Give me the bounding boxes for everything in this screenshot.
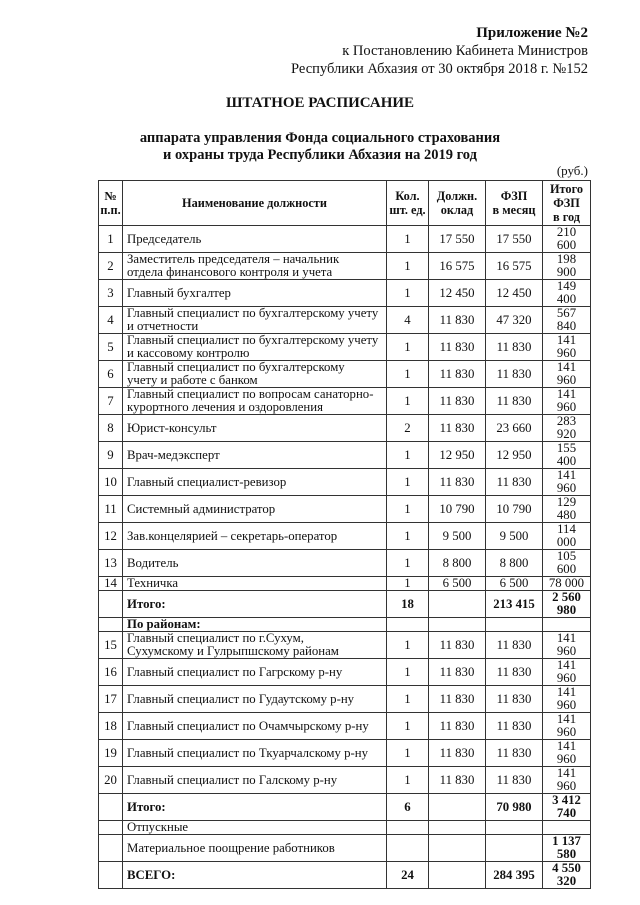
fzp-month-cell: 11 830 [486,632,543,659]
fzp-year-cell: 141 960 [543,388,591,415]
salary-cell: 11 830 [429,713,486,740]
row-number [99,591,123,618]
empty-cell [429,618,486,632]
fzp-year-cell: 129 480 [543,496,591,523]
position-name: Врач-медэксперт [123,442,387,469]
salary-cell: 8 800 [429,550,486,577]
qty-cell: 1 [387,334,429,361]
fzp-year-cell: 155 400 [543,442,591,469]
row-number [99,618,123,632]
fzp-year-cell: 141 960 [543,740,591,767]
salary-cell: 11 830 [429,361,486,388]
table-row [99,442,591,469]
table-row [99,388,591,415]
appendix-line-2: Республики Абхазия от 30 октября 2018 г. №152 [291,61,588,77]
table-row [99,496,591,523]
table-row [99,361,591,388]
row-number: 1 [99,226,123,253]
row-number: 12 [99,523,123,550]
fzp-month-cell: 11 830 [486,740,543,767]
appendix-line-1: к Постановлению Кабинета Министров [342,43,588,59]
header-salary: Должн. оклад [429,181,486,226]
summary-label: Отпускные [123,821,387,835]
row-number: 7 [99,388,123,415]
fzp-year-cell: 105 600 [543,550,591,577]
position-name: Зав.концелярией – секретарь-оператор [123,523,387,550]
fzp-year-cell: 149 400 [543,280,591,307]
row-number: 2 [99,253,123,280]
fzp-month-cell: 70 980 [486,794,543,821]
salary-cell: 11 830 [429,307,486,334]
position-name: Главный специалист-ревизор [123,469,387,496]
subtotal-row [99,591,591,618]
table-row [99,415,591,442]
qty-cell: 1 [387,442,429,469]
qty-cell: 1 [387,388,429,415]
header-no: № п.п. [99,181,123,226]
table-row [99,767,591,794]
salary-cell: 11 830 [429,334,486,361]
fzp-year-cell: 141 960 [543,713,591,740]
table-row [99,686,591,713]
fzp-month-cell: 11 830 [486,713,543,740]
header-fzp-month: ФЗП в месяц [486,181,543,226]
fzp-month-cell: 11 830 [486,334,543,361]
salary-cell: 9 500 [429,523,486,550]
row-number: 4 [99,307,123,334]
row-number: 18 [99,713,123,740]
fzp-year-cell: 2 560 980 [543,591,591,618]
subtitle-line-2: и охраны труда Республики Абхазия на 2019 год [163,147,477,163]
fzp-month-cell: 284 395 [486,862,543,889]
fzp-month-cell: 6 500 [486,577,543,591]
row-number: 14 [99,577,123,591]
position-name: Главный специалист по вопросам санаторно- курортного лечения и оздоровления [123,388,387,415]
qty-cell: 1 [387,226,429,253]
empty-cell [543,618,591,632]
fzp-month-cell: 11 830 [486,659,543,686]
salary-cell [429,835,486,862]
empty-cell [387,618,429,632]
fzp-year-cell: 141 960 [543,767,591,794]
grand-total-row [99,862,591,889]
fzp-year-cell: 4 550 320 [543,862,591,889]
qty-cell [387,835,429,862]
qty-cell: 1 [387,253,429,280]
fzp-month-cell: 11 830 [486,361,543,388]
fzp-month-cell: 11 830 [486,388,543,415]
fzp-month-cell: 213 415 [486,591,543,618]
row-number: 16 [99,659,123,686]
position-name: Председатель [123,226,387,253]
table-row [99,280,591,307]
row-number: 5 [99,334,123,361]
position-name: Системный администратор [123,496,387,523]
qty-cell: 1 [387,767,429,794]
salary-cell: 11 830 [429,740,486,767]
salary-cell: 10 790 [429,496,486,523]
fzp-month-cell: 23 660 [486,415,543,442]
row-number: 11 [99,496,123,523]
appendix-header [291,24,588,78]
document-subtitle [0,130,640,164]
salary-cell: 12 950 [429,442,486,469]
fzp-year-cell: 3 412 740 [543,794,591,821]
qty-cell: 1 [387,686,429,713]
fzp-month-cell: 47 320 [486,307,543,334]
qty-cell: 1 [387,740,429,767]
document-title: ШТАТНОЕ РАСПИСАНИЕ [225,95,415,111]
qty-cell: 1 [387,469,429,496]
salary-cell: 11 830 [429,632,486,659]
table-row [99,632,591,659]
qty-cell: 2 [387,415,429,442]
salary-cell: 11 830 [429,659,486,686]
salary-cell [429,862,486,889]
row-number [99,821,123,835]
fzp-month-cell: 12 450 [486,280,543,307]
row-number: 20 [99,767,123,794]
table-row [99,253,591,280]
position-name: Главный специалист по Ткуарчалскому р-ну [123,740,387,767]
table-header-row [99,181,591,226]
fzp-year-cell: 1 137 580 [543,835,591,862]
qty-cell: 1 [387,632,429,659]
qty-cell: 1 [387,280,429,307]
position-name: Заместитель председателя – начальник отдела финансового контроля и учета [123,253,387,280]
qty-cell: 1 [387,577,429,591]
fzp-year-cell: 141 960 [543,469,591,496]
salary-cell [429,591,486,618]
summary-label: Итого: [123,794,387,821]
staff-schedule-table [98,180,591,889]
row-number: 10 [99,469,123,496]
fzp-year-cell: 567 840 [543,307,591,334]
table-row [99,334,591,361]
fzp-month-cell: 11 830 [486,686,543,713]
position-name: Главный специалист по Галскому р-ну [123,767,387,794]
row-number [99,862,123,889]
table-row [99,713,591,740]
position-name: Главный специалист по Очамчырскому р-ну [123,713,387,740]
salary-cell: 11 830 [429,415,486,442]
position-name: Техничка [123,577,387,591]
table-row [99,577,591,591]
fzp-year-cell: 78 000 [543,577,591,591]
section-row-districts [99,618,591,632]
header-fzp-year: Итого ФЗП в год [543,181,591,226]
fzp-year-cell: 141 960 [543,659,591,686]
salary-cell: 11 830 [429,388,486,415]
qty-cell: 4 [387,307,429,334]
fzp-month-cell: 11 830 [486,469,543,496]
position-name: Водитель [123,550,387,577]
vacation-row [99,821,591,835]
fzp-year-cell: 141 960 [543,686,591,713]
qty-cell: 1 [387,659,429,686]
position-name: Главный специалист по г.Сухум, Сухумскому и Гулрыпшскому районам [123,632,387,659]
table-row [99,523,591,550]
fzp-month-cell: 11 830 [486,767,543,794]
fzp-month-cell: 8 800 [486,550,543,577]
table-row [99,659,591,686]
fzp-month-cell: 9 500 [486,523,543,550]
row-number: 8 [99,415,123,442]
empty-cell [486,618,543,632]
row-number: 13 [99,550,123,577]
position-name: Главный специалист по бухгалтерскому учету и кассовому контролю [123,334,387,361]
position-name: Главный специалист по бухгалтерскому учету и работе с банком [123,361,387,388]
section-label: По районам: [123,618,387,632]
row-number: 3 [99,280,123,307]
subtotal-row [99,794,591,821]
qty-cell: 24 [387,862,429,889]
fzp-year-cell: 141 960 [543,334,591,361]
position-name: Главный специалист по Гудаутскому р-ну [123,686,387,713]
fzp-month-cell: 12 950 [486,442,543,469]
fzp-year-cell [543,821,591,835]
summary-label: Итого: [123,591,387,618]
fzp-month-cell: 16 575 [486,253,543,280]
qty-cell: 1 [387,496,429,523]
row-number: 6 [99,361,123,388]
fzp-year-cell: 283 920 [543,415,591,442]
position-name: Главный специалист по Гагрскому р-ну [123,659,387,686]
salary-cell: 11 830 [429,767,486,794]
table-row [99,469,591,496]
salary-cell: 17 550 [429,226,486,253]
fzp-month-cell [486,821,543,835]
qty-cell: 1 [387,523,429,550]
qty-cell: 1 [387,361,429,388]
row-number: 17 [99,686,123,713]
appendix-title: Приложение №2 [476,25,588,41]
qty-cell: 1 [387,713,429,740]
qty-cell: 1 [387,550,429,577]
row-number: 15 [99,632,123,659]
bonus-row [99,835,591,862]
salary-cell: 16 575 [429,253,486,280]
summary-label: Материальное поощрение работников [123,835,387,862]
fzp-year-cell: 198 900 [543,253,591,280]
subtitle-line-1: аппарата управления Фонда социального страхования [139,130,501,146]
header-name: Наименование должности [123,181,387,226]
salary-cell: 6 500 [429,577,486,591]
table-row [99,740,591,767]
salary-cell: 12 450 [429,280,486,307]
currency-unit: (руб.) [556,163,588,178]
row-number [99,835,123,862]
fzp-month-cell [486,835,543,862]
salary-cell [429,794,486,821]
fzp-year-cell: 141 960 [543,361,591,388]
salary-cell: 11 830 [429,686,486,713]
fzp-year-cell: 141 960 [543,632,591,659]
fzp-month-cell: 10 790 [486,496,543,523]
position-name: Главный специалист по бухгалтерскому учету и отчетности [123,307,387,334]
fzp-year-cell: 114 000 [543,523,591,550]
position-name: Главный бухгалтер [123,280,387,307]
table-row [99,307,591,334]
table-row [99,550,591,577]
qty-cell [387,821,429,835]
qty-cell: 6 [387,794,429,821]
row-number: 19 [99,740,123,767]
salary-cell: 11 830 [429,469,486,496]
salary-cell [429,821,486,835]
table-row [99,226,591,253]
fzp-month-cell: 17 550 [486,226,543,253]
row-number [99,794,123,821]
position-name: Юрист-консульт [123,415,387,442]
fzp-year-cell: 210 600 [543,226,591,253]
row-number: 9 [99,442,123,469]
summary-label: ВСЕГО: [123,862,387,889]
header-qty: Кол. шт. ед. [387,181,429,226]
qty-cell: 18 [387,591,429,618]
